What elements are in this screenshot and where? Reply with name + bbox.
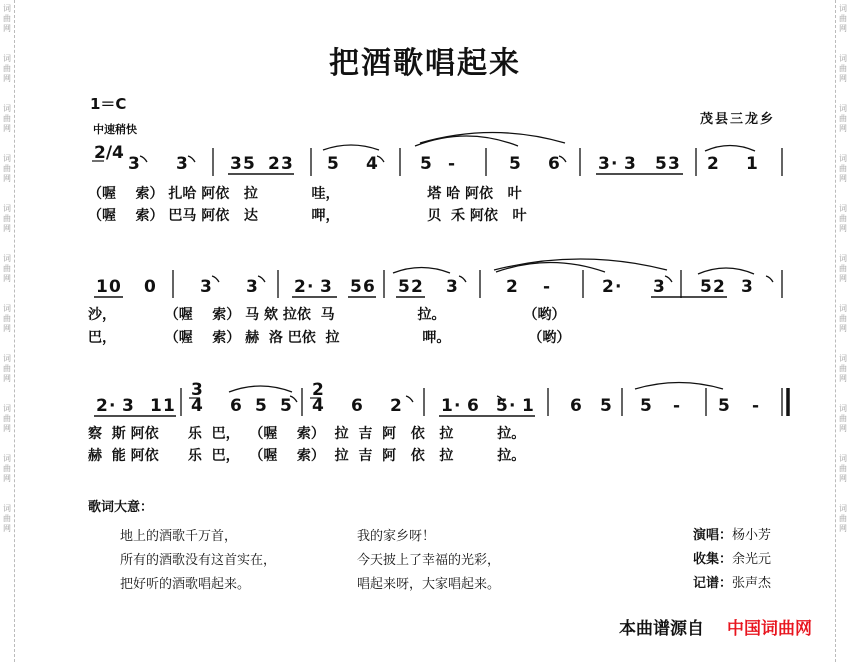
watermark-char: 曲 bbox=[3, 14, 11, 23]
note: 2 bbox=[294, 277, 306, 297]
note: 5 bbox=[655, 154, 667, 174]
watermark-char: 曲 bbox=[839, 464, 847, 473]
note: 5 bbox=[420, 154, 432, 174]
watermark-char: 词 bbox=[3, 454, 11, 463]
note: 1 bbox=[150, 396, 162, 416]
watermark-char: 曲 bbox=[3, 514, 11, 523]
note: 5 bbox=[496, 396, 508, 416]
slur bbox=[494, 259, 667, 270]
credit-singer: 演唱：杨小芳 bbox=[693, 528, 772, 543]
slur bbox=[635, 383, 723, 390]
watermark-char: 词 bbox=[839, 504, 847, 513]
watermark-char: 曲 bbox=[3, 414, 11, 423]
slur bbox=[705, 146, 755, 152]
watermark-char: 词 bbox=[839, 404, 847, 413]
lyrics-row3-verse1: 察 斯 阿依 乐 巴， （喔 索） 拉 吉 阿 依 拉 拉。 bbox=[88, 426, 526, 442]
source-site-link[interactable]: 中国词曲网 bbox=[727, 619, 812, 639]
meaning-line: 所有的酒歌没有这首实在， bbox=[120, 553, 277, 568]
ornament-mark bbox=[140, 156, 147, 162]
watermark-char: 词 bbox=[3, 304, 11, 313]
meaning-line: 唱起来呀，大家唱起来。 bbox=[357, 577, 501, 592]
slur bbox=[698, 268, 754, 274]
note: · bbox=[454, 396, 461, 416]
note: 2 bbox=[268, 154, 280, 174]
watermark-char: 网 bbox=[3, 224, 11, 233]
slur bbox=[393, 268, 450, 274]
meaning-line: 今天披上了幸福的光彩， bbox=[357, 553, 501, 568]
note: 2 bbox=[602, 277, 614, 297]
watermark-char: 词 bbox=[3, 504, 11, 513]
note: 3 bbox=[320, 277, 332, 297]
ornament-mark bbox=[559, 156, 566, 162]
note: 2 bbox=[96, 396, 108, 416]
note: 6 bbox=[467, 396, 479, 416]
watermark-char: 词 bbox=[839, 304, 847, 313]
watermark-char: 曲 bbox=[3, 64, 11, 73]
song-origin: 茂县三龙乡 bbox=[700, 112, 776, 127]
meaning-line: 地上的酒歌千万首， bbox=[120, 529, 238, 544]
watermark-char: 词 bbox=[3, 4, 11, 13]
note: · bbox=[307, 277, 314, 297]
note: 0 bbox=[109, 277, 121, 297]
meaning-line: 把好听的酒歌唱起来。 bbox=[120, 577, 251, 592]
svg-text:4: 4 bbox=[191, 396, 203, 416]
watermark-char: 词 bbox=[3, 254, 11, 263]
note: - bbox=[448, 154, 456, 174]
watermark-char: 网 bbox=[3, 374, 11, 383]
svg-text:4: 4 bbox=[312, 396, 324, 416]
ornament-mark bbox=[377, 156, 384, 162]
note: 2 bbox=[707, 154, 719, 174]
watermark-char: 网 bbox=[3, 324, 11, 333]
watermark-char: 词 bbox=[839, 454, 847, 463]
watermark-char: 网 bbox=[839, 274, 847, 283]
note: 3 bbox=[668, 154, 680, 174]
note: 2 bbox=[506, 277, 518, 297]
note: 3 bbox=[128, 154, 140, 174]
time-signature-row3-a bbox=[189, 380, 203, 416]
note: - bbox=[543, 277, 551, 297]
note: · bbox=[109, 396, 116, 416]
slur bbox=[496, 263, 605, 273]
note: · bbox=[615, 277, 622, 297]
svg-text:2: 2 bbox=[312, 380, 324, 400]
note: 1 bbox=[441, 396, 453, 416]
note: - bbox=[752, 396, 760, 416]
watermark-char: 网 bbox=[3, 274, 11, 283]
note: 3 bbox=[598, 154, 610, 174]
watermark-char: 曲 bbox=[3, 264, 11, 273]
lyrics-row3-verse2: 赫 能 阿依 乐 巴， （喔 索） 拉 吉 阿 依 拉 拉。 bbox=[88, 448, 526, 464]
ornament-mark bbox=[665, 276, 672, 282]
note: 3 bbox=[281, 154, 293, 174]
note: 1 bbox=[163, 396, 175, 416]
note: 5 bbox=[350, 277, 362, 297]
watermark-char: 网 bbox=[839, 424, 847, 433]
watermark-char: 曲 bbox=[839, 514, 847, 523]
watermark-char: 词 bbox=[839, 254, 847, 263]
watermark-char: 网 bbox=[3, 424, 11, 433]
watermark-char: 词 bbox=[3, 104, 11, 113]
note: · bbox=[509, 396, 516, 416]
key-signature: 1＝C bbox=[90, 95, 127, 113]
note: 4 bbox=[366, 154, 378, 174]
note: 5 bbox=[700, 277, 712, 297]
note: 6 bbox=[351, 396, 363, 416]
watermark-char: 词 bbox=[839, 104, 847, 113]
note: 0 bbox=[144, 277, 156, 297]
watermark-char: 曲 bbox=[3, 464, 11, 473]
note: 6 bbox=[230, 396, 242, 416]
watermark-char: 曲 bbox=[3, 314, 11, 323]
lyrics-row1-verse2: （喔 索） 巴马 阿依 达 呷， 贝 禾 阿依 叶 bbox=[88, 208, 527, 224]
note: 5 bbox=[398, 277, 410, 297]
slur bbox=[415, 136, 518, 146]
note: 5 bbox=[640, 396, 652, 416]
watermark-char: 网 bbox=[3, 24, 11, 33]
note: 5 bbox=[327, 154, 339, 174]
watermark-char: 网 bbox=[839, 24, 847, 33]
watermark-char: 网 bbox=[3, 74, 11, 83]
watermark-char: 词 bbox=[839, 354, 847, 363]
watermark-char: 词 bbox=[3, 354, 11, 363]
note: 6 bbox=[548, 154, 560, 174]
watermark-char: 词 bbox=[839, 154, 847, 163]
watermark-char: 曲 bbox=[839, 64, 847, 73]
ornament-mark bbox=[406, 396, 413, 402]
watermark-char: 网 bbox=[839, 224, 847, 233]
note: - bbox=[673, 396, 681, 416]
watermark-char: 词 bbox=[839, 4, 847, 13]
slur bbox=[420, 133, 565, 144]
note: 5 bbox=[280, 396, 292, 416]
note: 2 bbox=[713, 277, 725, 297]
svg-text:3: 3 bbox=[191, 380, 203, 400]
watermark-char: 曲 bbox=[839, 114, 847, 123]
note: 1 bbox=[746, 154, 758, 174]
lyrics-row2-verse1: 沙， （喔 索） 马 欸 拉依 马 拉。 （哟） bbox=[88, 307, 566, 323]
note: 3 bbox=[446, 277, 458, 297]
lyrics-row2-verse2: 巴， （喔 索） 赫 洛 巴依 拉 呷。 （哟） bbox=[88, 330, 571, 346]
watermark-char: 曲 bbox=[839, 164, 847, 173]
watermark-char: 网 bbox=[839, 174, 847, 183]
watermark-char: 曲 bbox=[839, 414, 847, 423]
note: 2 bbox=[411, 277, 423, 297]
watermark-char: 曲 bbox=[3, 164, 11, 173]
note: 3 bbox=[122, 396, 134, 416]
ornament-mark bbox=[212, 276, 219, 282]
watermark-char: 网 bbox=[3, 174, 11, 183]
watermark-char: 词 bbox=[3, 204, 11, 213]
note: 5 bbox=[509, 154, 521, 174]
time-signature-row3-b bbox=[310, 380, 324, 416]
note: 3 bbox=[176, 154, 188, 174]
watermark-char: 网 bbox=[839, 124, 847, 133]
score-title: 把酒歌唱起来 bbox=[329, 46, 521, 81]
watermark-char: 曲 bbox=[839, 364, 847, 373]
watermark-char: 网 bbox=[839, 374, 847, 383]
watermark-char: 网 bbox=[839, 524, 847, 533]
slur bbox=[323, 145, 379, 150]
note: 3 bbox=[624, 154, 636, 174]
watermark-char: 词 bbox=[839, 54, 847, 63]
ornament-mark bbox=[188, 156, 195, 162]
watermark-char: 曲 bbox=[3, 114, 11, 123]
watermark-char: 曲 bbox=[839, 214, 847, 223]
lyrics-row1-verse1: （喔 索） 扎哈 阿依 拉 哇， 塔 哈 阿依 叶 bbox=[88, 186, 522, 202]
time-signature-row1 bbox=[92, 143, 124, 163]
note: · bbox=[611, 154, 618, 174]
note: 3 bbox=[200, 277, 212, 297]
watermark-char: 曲 bbox=[3, 364, 11, 373]
tempo-marking: 中速稍快 bbox=[93, 123, 137, 136]
watermark-char: 曲 bbox=[3, 214, 11, 223]
slur bbox=[229, 386, 292, 392]
watermark-char: 词 bbox=[3, 54, 11, 63]
watermark-char: 词 bbox=[839, 204, 847, 213]
note: 5 bbox=[718, 396, 730, 416]
watermark-char: 曲 bbox=[839, 314, 847, 323]
source-prefix: 本曲谱源自 bbox=[619, 619, 704, 639]
watermark-char: 网 bbox=[839, 324, 847, 333]
note: 2 bbox=[390, 396, 402, 416]
svg-text:2/4: 2/4 bbox=[94, 143, 124, 163]
notes-row-1 bbox=[128, 154, 758, 174]
credit-transcriber: 记谱：张声杰 bbox=[693, 576, 772, 591]
watermark-char: 网 bbox=[3, 524, 11, 533]
watermark-char: 词 bbox=[3, 404, 11, 413]
note: 5 bbox=[243, 154, 255, 174]
note: 3 bbox=[246, 277, 258, 297]
ornament-mark bbox=[258, 276, 265, 282]
ornament-mark bbox=[766, 276, 773, 282]
note: 6 bbox=[363, 277, 375, 297]
meaning-line: 我的家乡呀！ bbox=[357, 529, 436, 544]
watermark-char: 词 bbox=[3, 154, 11, 163]
note: 3 bbox=[653, 277, 665, 297]
watermark-char: 网 bbox=[3, 124, 11, 133]
watermark-char: 网 bbox=[839, 74, 847, 83]
credit-collector: 收集：余光元 bbox=[693, 552, 772, 567]
watermark-char: 网 bbox=[3, 474, 11, 483]
note: 1 bbox=[522, 396, 534, 416]
lyrics-meaning-heading: 歌词大意： bbox=[88, 500, 154, 515]
note: 6 bbox=[570, 396, 582, 416]
watermark-char: 网 bbox=[839, 474, 847, 483]
watermark-char: 曲 bbox=[839, 14, 847, 23]
ornament-mark bbox=[459, 276, 466, 282]
notes-row-2 bbox=[96, 277, 753, 297]
note: 5 bbox=[600, 396, 612, 416]
note: 5 bbox=[255, 396, 267, 416]
note: 3 bbox=[230, 154, 242, 174]
watermark-char: 曲 bbox=[839, 264, 847, 273]
note: 1 bbox=[96, 277, 108, 297]
note: 3 bbox=[741, 277, 753, 297]
